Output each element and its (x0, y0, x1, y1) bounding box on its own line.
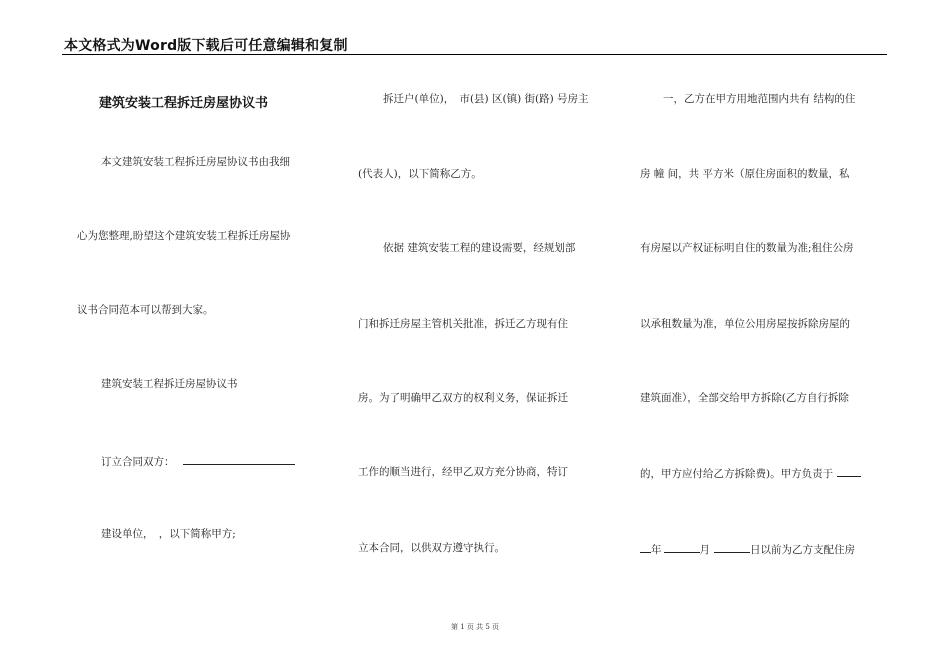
page-number: 第 1 页 共 5 页 (450, 623, 500, 631)
paragraph-line: 房。为了明确甲乙双方的权利义务，保证拆迁 (358, 392, 568, 404)
paragraph-line: 以承租数量为准，单位公用房屋按拆除房屋的 (640, 318, 850, 330)
month-blank-field (664, 541, 700, 553)
paragraph-line: 建筑面准），全部交给甲方拆除(乙方自行拆除 (640, 392, 849, 404)
year-label: 年 (651, 544, 662, 556)
day-blank-field (714, 541, 750, 553)
parties-blank-field (183, 453, 295, 465)
month-label: 月 (699, 544, 710, 556)
paragraph-line: 依据 建筑安装工程的建设需要，经规划部 (383, 242, 576, 254)
paragraph-line: 本文建筑安装工程拆迁房屋协议书由我细 (101, 156, 290, 168)
paragraph-line: 心为您整理,盼望这个建筑安装工程拆迁房屋协 (77, 230, 291, 242)
contract-parties-line (101, 453, 295, 469)
year-blank-field (640, 541, 651, 553)
paragraph-line: 工作的顺当进行，经甲乙双方充分协商，特订 (358, 466, 568, 478)
paragraph-line: 有房屋以产权证标明自住的数量为准;租住公房 (640, 242, 854, 254)
paragraph-line: 议书合同范本可以帮到大家。 (77, 304, 214, 316)
paragraph-line: 一，乙方在甲方用地范围内共有 结构的住 (663, 93, 856, 105)
party-a-line: 建设单位， ，以下简称甲方; (101, 528, 236, 540)
date-line (640, 541, 855, 557)
paragraph-line: 门和拆迁房屋主管机关批准，拆迁乙方现有住 (358, 318, 568, 330)
paragraph-line: (代表人)，以下简称乙方。 (358, 168, 482, 180)
document-header-title: 本文格式为Word版下载后可任意编辑和复制 (64, 38, 348, 54)
paragraph-line (640, 465, 861, 481)
agreement-title: 建筑安装工程拆迁房屋协议书 (99, 96, 269, 111)
paragraph-line: 立本合同，以供双方遵守执行。 (358, 542, 505, 554)
contract-parties-label: 订立合同双方： (101, 456, 175, 468)
day-label-text: 日以前为乙方支配住房 (750, 544, 855, 556)
section-heading: 建筑安装工程拆迁房屋协议书 (101, 378, 238, 390)
paragraph-text: 的，甲方应付给乙方拆除费)。甲方负责于 (640, 468, 834, 480)
paragraph-line: 房 幢 间，共 平方米（原住房面积的数量，私 (640, 168, 850, 180)
year-blank-field (837, 465, 861, 477)
paragraph-line: 拆迁户(单位)， 市(县) 区(镇) 街(路) 号房主 (383, 93, 589, 105)
header-divider (62, 54, 887, 55)
